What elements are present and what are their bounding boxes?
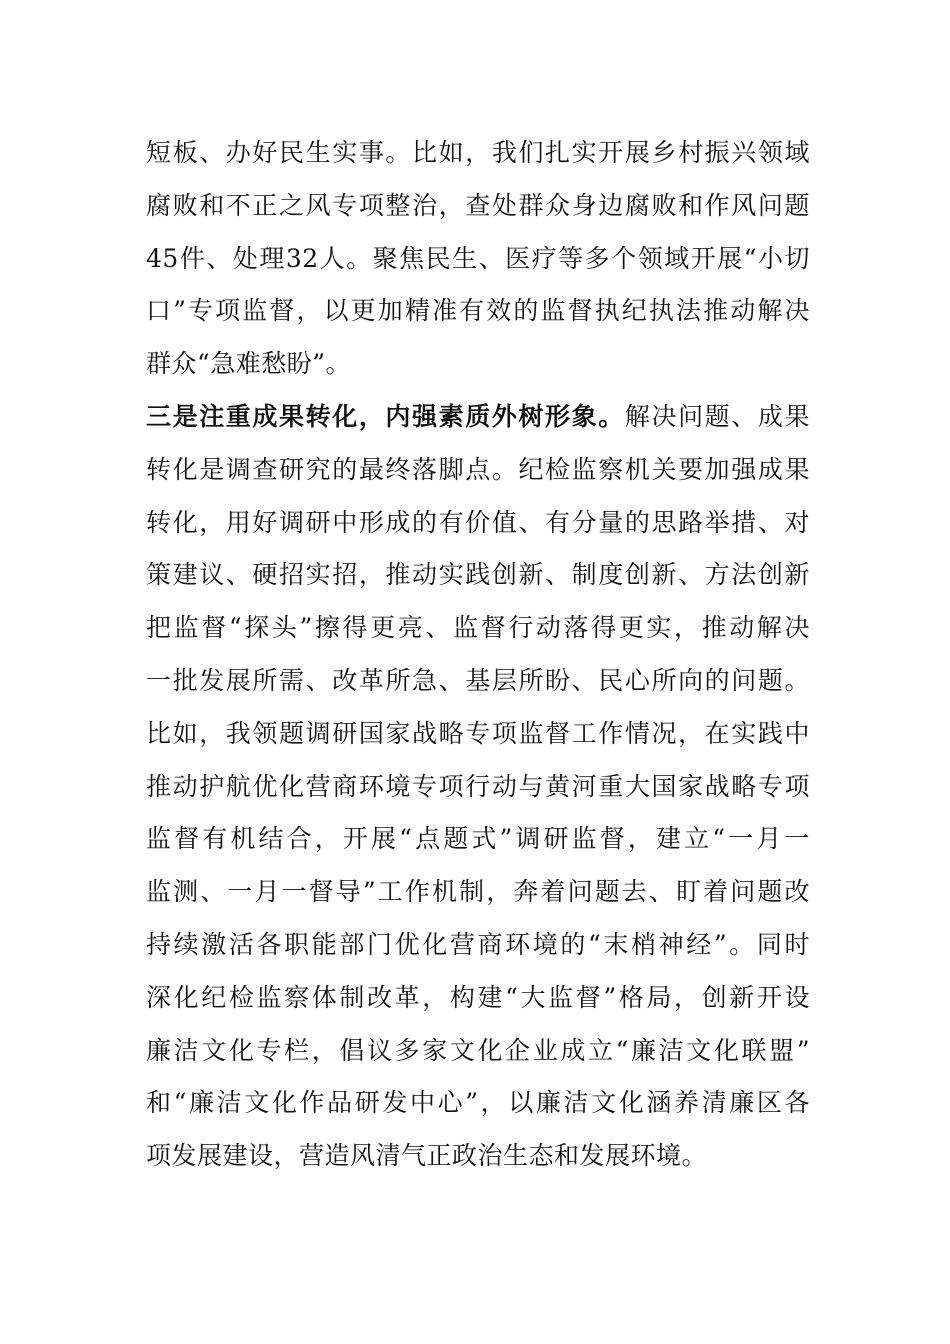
text-line: 45件、处理32人。聚焦民生、医疗等多个领域开展“小切 xyxy=(146,243,810,273)
text-line-with-heading xyxy=(146,391,810,444)
text-line: 群众“急难愁盼”。 xyxy=(146,349,352,379)
section-heading: 三是注重成果转化，内强素质外树形象。 xyxy=(146,401,625,431)
text-line: 腐败和不正之风专项整治，查处群众身边腐败和作风问题 xyxy=(146,190,810,220)
text-line: 把监督“探头”擦得更亮、监督行动落得更实，推动解决 xyxy=(146,613,810,643)
text-line: 比如，我领题调研国家战略专项监督工作情况，在实践中 xyxy=(146,718,810,748)
text-line: 转化，用好调研中形成的有价值、有分量的思路举措、对 xyxy=(146,507,810,537)
text-line: 口”专项监督，以更加精准有效的监督执纪执法推动解决 xyxy=(146,296,810,326)
text-line: 转化是调查研究的最终落脚点。纪检监察机关要加强成果 xyxy=(146,454,810,484)
text-line: 项发展建设，营造风清气正政治生态和发展环境。 xyxy=(146,1141,708,1171)
text-line: 廉洁文化专栏，倡议多家文化企业成立“廉洁文化联盟” xyxy=(146,1035,810,1065)
body-text xyxy=(146,127,810,1183)
text-line: 持续激活各职能部门优化营商环境的“末梢神经”。同时 xyxy=(146,929,810,959)
text-line: 监督有机结合，开展“点题式”调研监督，建立“一月一 xyxy=(146,824,810,854)
text-line: 策建议、硬招实招，推动实践创新、制度创新、方法创新 xyxy=(146,560,810,590)
text-line: 深化纪检监察体制改革，构建“大监督”格局，创新开设 xyxy=(146,982,810,1012)
text-line: 和“廉洁文化作品研发中心”，以廉洁文化涵养清廉区各 xyxy=(146,1088,810,1118)
text-line: 短板、办好民生实事。比如，我们扎实开展乡村振兴领域 xyxy=(146,138,810,167)
text-line: 推动护航优化营商环境专项行动与黄河重大国家战略专项 xyxy=(146,771,810,801)
text-line: 监测、一月一督导”工作机制，奔着问题去、盯着问题改 xyxy=(146,877,810,907)
text-line: 一批发展所需、改革所急、基层所盼、民心所向的问题。 xyxy=(146,665,810,695)
text-line-tail: 解决问题、成果 xyxy=(624,401,810,431)
